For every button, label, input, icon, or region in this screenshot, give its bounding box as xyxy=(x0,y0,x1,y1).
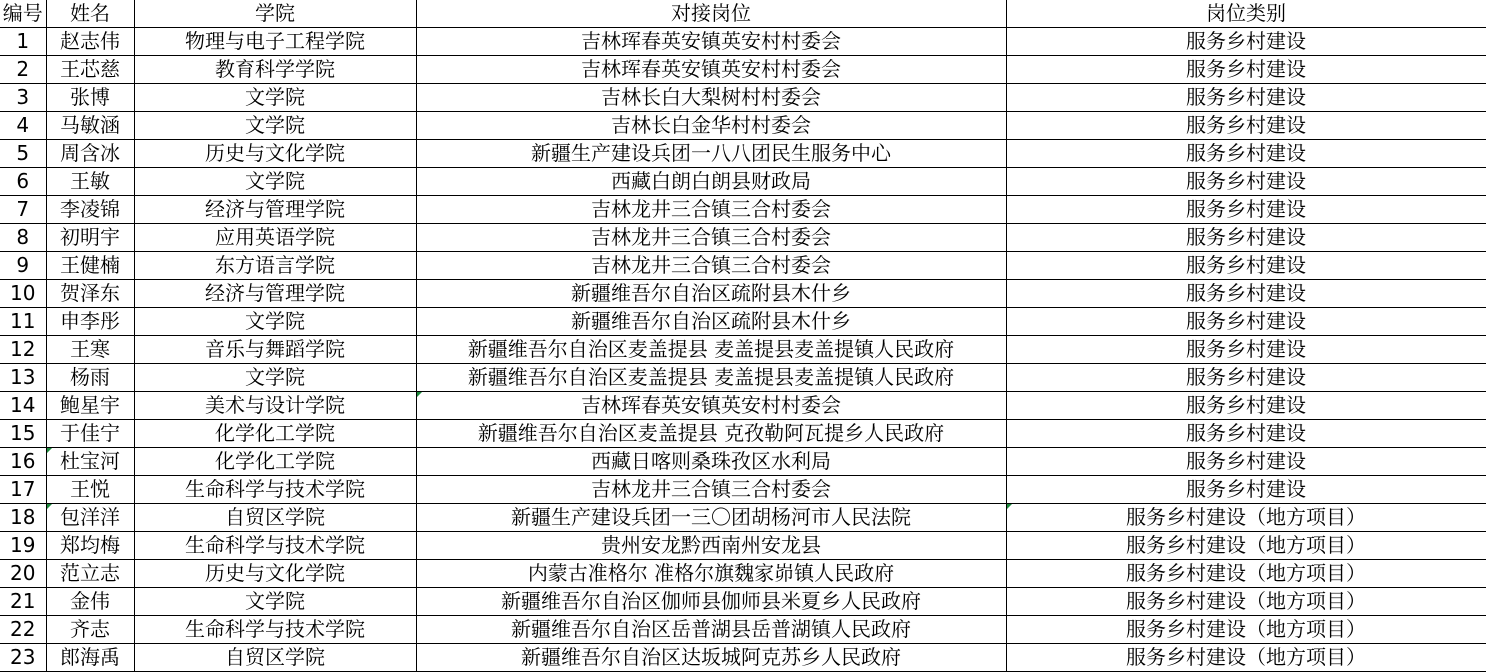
table-row xyxy=(0,308,1486,336)
cell-college[interactable]: 化学化工学院 xyxy=(134,448,416,476)
cell-college[interactable]: 教育科学学院 xyxy=(134,56,416,84)
cell-name[interactable]: 王寒 xyxy=(46,336,134,364)
cell-type[interactable]: 服务乡村建设 xyxy=(1006,336,1486,364)
table-row xyxy=(0,168,1486,196)
table-row xyxy=(0,280,1486,308)
cell-no[interactable]: 21 xyxy=(0,588,46,616)
cell-no[interactable]: 5 xyxy=(0,140,46,168)
cell-post[interactable]: 吉林龙井三合镇三合村委会 xyxy=(416,224,1006,252)
cell-no[interactable]: 16 xyxy=(0,448,46,476)
header-type[interactable]: 岗位类别 xyxy=(1006,0,1486,28)
table-row xyxy=(0,252,1486,280)
cell-no[interactable]: 14 xyxy=(0,392,46,420)
cell-post[interactable]: 吉林珲春英安镇英安村村委会 xyxy=(416,28,1006,56)
cell-no[interactable]: 2 xyxy=(0,56,46,84)
cell-college[interactable]: 生命科学与技术学院 xyxy=(134,476,416,504)
cell-type[interactable]: 服务乡村建设 xyxy=(1006,84,1486,112)
cell-post[interactable]: 新疆维吾尔自治区伽师县伽师县米夏乡人民政府 xyxy=(416,588,1006,616)
table-row xyxy=(0,196,1486,224)
cell-no[interactable]: 17 xyxy=(0,476,46,504)
cell-college[interactable]: 物理与电子工程学院 xyxy=(134,28,416,56)
cell-no[interactable]: 4 xyxy=(0,112,46,140)
cell-name[interactable]: 马敏涵 xyxy=(46,112,134,140)
cell-college[interactable]: 应用英语学院 xyxy=(134,224,416,252)
cell-no[interactable]: 7 xyxy=(0,196,46,224)
cell-post[interactable]: 吉林龙井三合镇三合村委会 xyxy=(416,252,1006,280)
cell-college[interactable]: 生命科学与技术学院 xyxy=(134,532,416,560)
cell-no[interactable]: 13 xyxy=(0,364,46,392)
cell-type[interactable]: 服务乡村建设 xyxy=(1006,56,1486,84)
table-row xyxy=(0,476,1486,504)
cell-post[interactable]: 新疆维吾尔自治区麦盖提县 麦盖提县麦盖提镇人民政府 xyxy=(416,364,1006,392)
cell-college[interactable]: 文学院 xyxy=(134,168,416,196)
table-row xyxy=(0,28,1486,56)
table-row xyxy=(0,504,1486,532)
cell-post[interactable]: 吉林珲春英安镇英安村村委会 xyxy=(416,56,1006,84)
cell-no[interactable]: 6 xyxy=(0,168,46,196)
cell-name[interactable]: 金伟 xyxy=(46,588,134,616)
cell-college[interactable]: 经济与管理学院 xyxy=(134,196,416,224)
cell-post[interactable]: 吉林长白大梨树村村委会 xyxy=(416,84,1006,112)
cell-post[interactable]: 新疆维吾尔自治区麦盖提县 克孜勒阿瓦提乡人民政府 xyxy=(416,420,1006,448)
cell-post[interactable]: 贵州安龙黔西南州安龙县 xyxy=(416,532,1006,560)
cell-type[interactable]: 服务乡村建设 xyxy=(1006,252,1486,280)
header-post[interactable]: 对接岗位 xyxy=(416,0,1006,28)
cell-type[interactable]: 服务乡村建设 xyxy=(1006,28,1486,56)
cell-type[interactable]: 服务乡村建设（地方项目） xyxy=(1006,616,1486,644)
cell-name[interactable]: 张博 xyxy=(46,84,134,112)
cell-type[interactable]: 服务乡村建设 xyxy=(1006,280,1486,308)
cell-no[interactable]: 9 xyxy=(0,252,46,280)
cell-college[interactable]: 美术与设计学院 xyxy=(134,392,416,420)
cell-name[interactable]: 郎海禹 xyxy=(46,644,134,672)
cell-no[interactable]: 19 xyxy=(0,532,46,560)
header-name[interactable]: 姓名 xyxy=(46,0,134,28)
table-body xyxy=(0,28,1486,672)
cell-no[interactable]: 8 xyxy=(0,224,46,252)
table-row xyxy=(0,420,1486,448)
cell-post[interactable]: 吉林长白金华村村委会 xyxy=(416,112,1006,140)
cell-college[interactable]: 文学院 xyxy=(134,308,416,336)
header-college[interactable]: 学院 xyxy=(134,0,416,28)
table-row xyxy=(0,588,1486,616)
header-no[interactable]: 编号 xyxy=(0,0,46,28)
cell-college[interactable]: 生命科学与技术学院 xyxy=(134,616,416,644)
cell-post[interactable]: 西藏白朗白朗县财政局 xyxy=(416,168,1006,196)
table-row xyxy=(0,364,1486,392)
cell-post[interactable]: 内蒙古准格尔 准格尔旗魏家峁镇人民政府 xyxy=(416,560,1006,588)
cell-name[interactable]: 包洋洋 xyxy=(46,504,134,532)
cell-type[interactable]: 服务乡村建设（地方项目） xyxy=(1006,644,1486,672)
cell-college[interactable]: 自贸区学院 xyxy=(134,504,416,532)
cell-type[interactable]: 服务乡村建设（地方项目） xyxy=(1006,532,1486,560)
cell-college[interactable]: 文学院 xyxy=(134,364,416,392)
table-row xyxy=(0,616,1486,644)
table-row xyxy=(0,56,1486,84)
cell-name[interactable]: 鲍星宇 xyxy=(46,392,134,420)
cell-post[interactable]: 新疆生产建设兵团一八八团民生服务中心 xyxy=(416,140,1006,168)
cell-name[interactable]: 杨雨 xyxy=(46,364,134,392)
table-row xyxy=(0,644,1486,672)
cell-post[interactable]: 新疆维吾尔自治区疏附县木什乡 xyxy=(416,280,1006,308)
cell-no[interactable]: 22 xyxy=(0,616,46,644)
cell-name[interactable]: 赵志伟 xyxy=(46,28,134,56)
cell-no[interactable]: 20 xyxy=(0,560,46,588)
table-row xyxy=(0,448,1486,476)
cell-name[interactable]: 郑均梅 xyxy=(46,532,134,560)
cell-type[interactable]: 服务乡村建设 xyxy=(1006,392,1486,420)
cell-college[interactable]: 音乐与舞蹈学院 xyxy=(134,336,416,364)
cell-no[interactable]: 3 xyxy=(0,84,46,112)
table-row xyxy=(0,392,1486,420)
cell-type[interactable]: 服务乡村建设 xyxy=(1006,476,1486,504)
cell-type[interactable]: 服务乡村建设 xyxy=(1006,448,1486,476)
cell-college[interactable]: 历史与文化学院 xyxy=(134,560,416,588)
cell-post[interactable]: 吉林珲春英安镇英安村村委会 xyxy=(416,392,1006,420)
cell-post[interactable]: 西藏日喀则桑珠孜区水利局 xyxy=(416,448,1006,476)
table-row xyxy=(0,532,1486,560)
cell-post[interactable]: 新疆维吾尔自治区麦盖提县 麦盖提县麦盖提镇人民政府 xyxy=(416,336,1006,364)
cell-college[interactable]: 自贸区学院 xyxy=(134,644,416,672)
cell-name[interactable]: 王健楠 xyxy=(46,252,134,280)
cell-post[interactable]: 新疆生产建设兵团一三〇团胡杨河市人民法院 xyxy=(416,504,1006,532)
table-row xyxy=(0,112,1486,140)
cell-post[interactable]: 新疆维吾尔自治区达坂城阿克苏乡人民政府 xyxy=(416,644,1006,672)
cell-name[interactable]: 齐志 xyxy=(46,616,134,644)
cell-type[interactable]: 服务乡村建设 xyxy=(1006,168,1486,196)
cell-no[interactable]: 11 xyxy=(0,308,46,336)
cell-type[interactable]: 服务乡村建设 xyxy=(1006,308,1486,336)
cell-type[interactable]: 服务乡村建设 xyxy=(1006,196,1486,224)
table-row xyxy=(0,336,1486,364)
cell-name[interactable]: 杜宝河 xyxy=(46,448,134,476)
cell-no[interactable]: 15 xyxy=(0,420,46,448)
cell-name[interactable]: 李凌锦 xyxy=(46,196,134,224)
cell-college[interactable]: 历史与文化学院 xyxy=(134,140,416,168)
cell-type[interactable]: 服务乡村建设（地方项目） xyxy=(1006,588,1486,616)
cell-college[interactable]: 经济与管理学院 xyxy=(134,280,416,308)
cell-type[interactable]: 服务乡村建设 xyxy=(1006,420,1486,448)
cell-post[interactable]: 吉林龙井三合镇三合村委会 xyxy=(416,196,1006,224)
cell-name[interactable]: 初明宇 xyxy=(46,224,134,252)
cell-college[interactable]: 化学化工学院 xyxy=(134,420,416,448)
cell-name[interactable]: 王敏 xyxy=(46,168,134,196)
cell-no[interactable]: 1 xyxy=(0,28,46,56)
table-row xyxy=(0,560,1486,588)
cell-post[interactable]: 新疆维吾尔自治区岳普湖县岳普湖镇人民政府 xyxy=(416,616,1006,644)
table-row xyxy=(0,84,1486,112)
cell-name[interactable]: 贺泽东 xyxy=(46,280,134,308)
table-row xyxy=(0,140,1486,168)
cell-no[interactable]: 10 xyxy=(0,280,46,308)
cell-name[interactable]: 周含冰 xyxy=(46,140,134,168)
cell-college[interactable]: 文学院 xyxy=(134,84,416,112)
table-row xyxy=(0,224,1486,252)
cell-type[interactable]: 服务乡村建设 xyxy=(1006,112,1486,140)
cell-no[interactable]: 23 xyxy=(0,644,46,672)
cell-name[interactable]: 于佳宁 xyxy=(46,420,134,448)
cell-name[interactable]: 申李彤 xyxy=(46,308,134,336)
cell-no[interactable]: 18 xyxy=(0,504,46,532)
cell-name[interactable]: 范立志 xyxy=(46,560,134,588)
cell-no[interactable]: 12 xyxy=(0,336,46,364)
cell-name[interactable]: 王芯慈 xyxy=(46,56,134,84)
cell-college[interactable]: 文学院 xyxy=(134,112,416,140)
cell-type[interactable]: 服务乡村建设 xyxy=(1006,140,1486,168)
cell-name[interactable]: 王悦 xyxy=(46,476,134,504)
cell-post[interactable]: 新疆维吾尔自治区疏附县木什乡 xyxy=(416,308,1006,336)
cell-college[interactable]: 东方语言学院 xyxy=(134,252,416,280)
cell-college[interactable]: 文学院 xyxy=(134,588,416,616)
cell-type[interactable]: 服务乡村建设 xyxy=(1006,224,1486,252)
cell-type[interactable]: 服务乡村建设（地方项目） xyxy=(1006,560,1486,588)
header-row xyxy=(0,0,1486,28)
cell-type[interactable]: 服务乡村建设（地方项目） xyxy=(1006,504,1486,532)
cell-post[interactable]: 吉林龙井三合镇三合村委会 xyxy=(416,476,1006,504)
cell-type[interactable]: 服务乡村建设 xyxy=(1006,364,1486,392)
